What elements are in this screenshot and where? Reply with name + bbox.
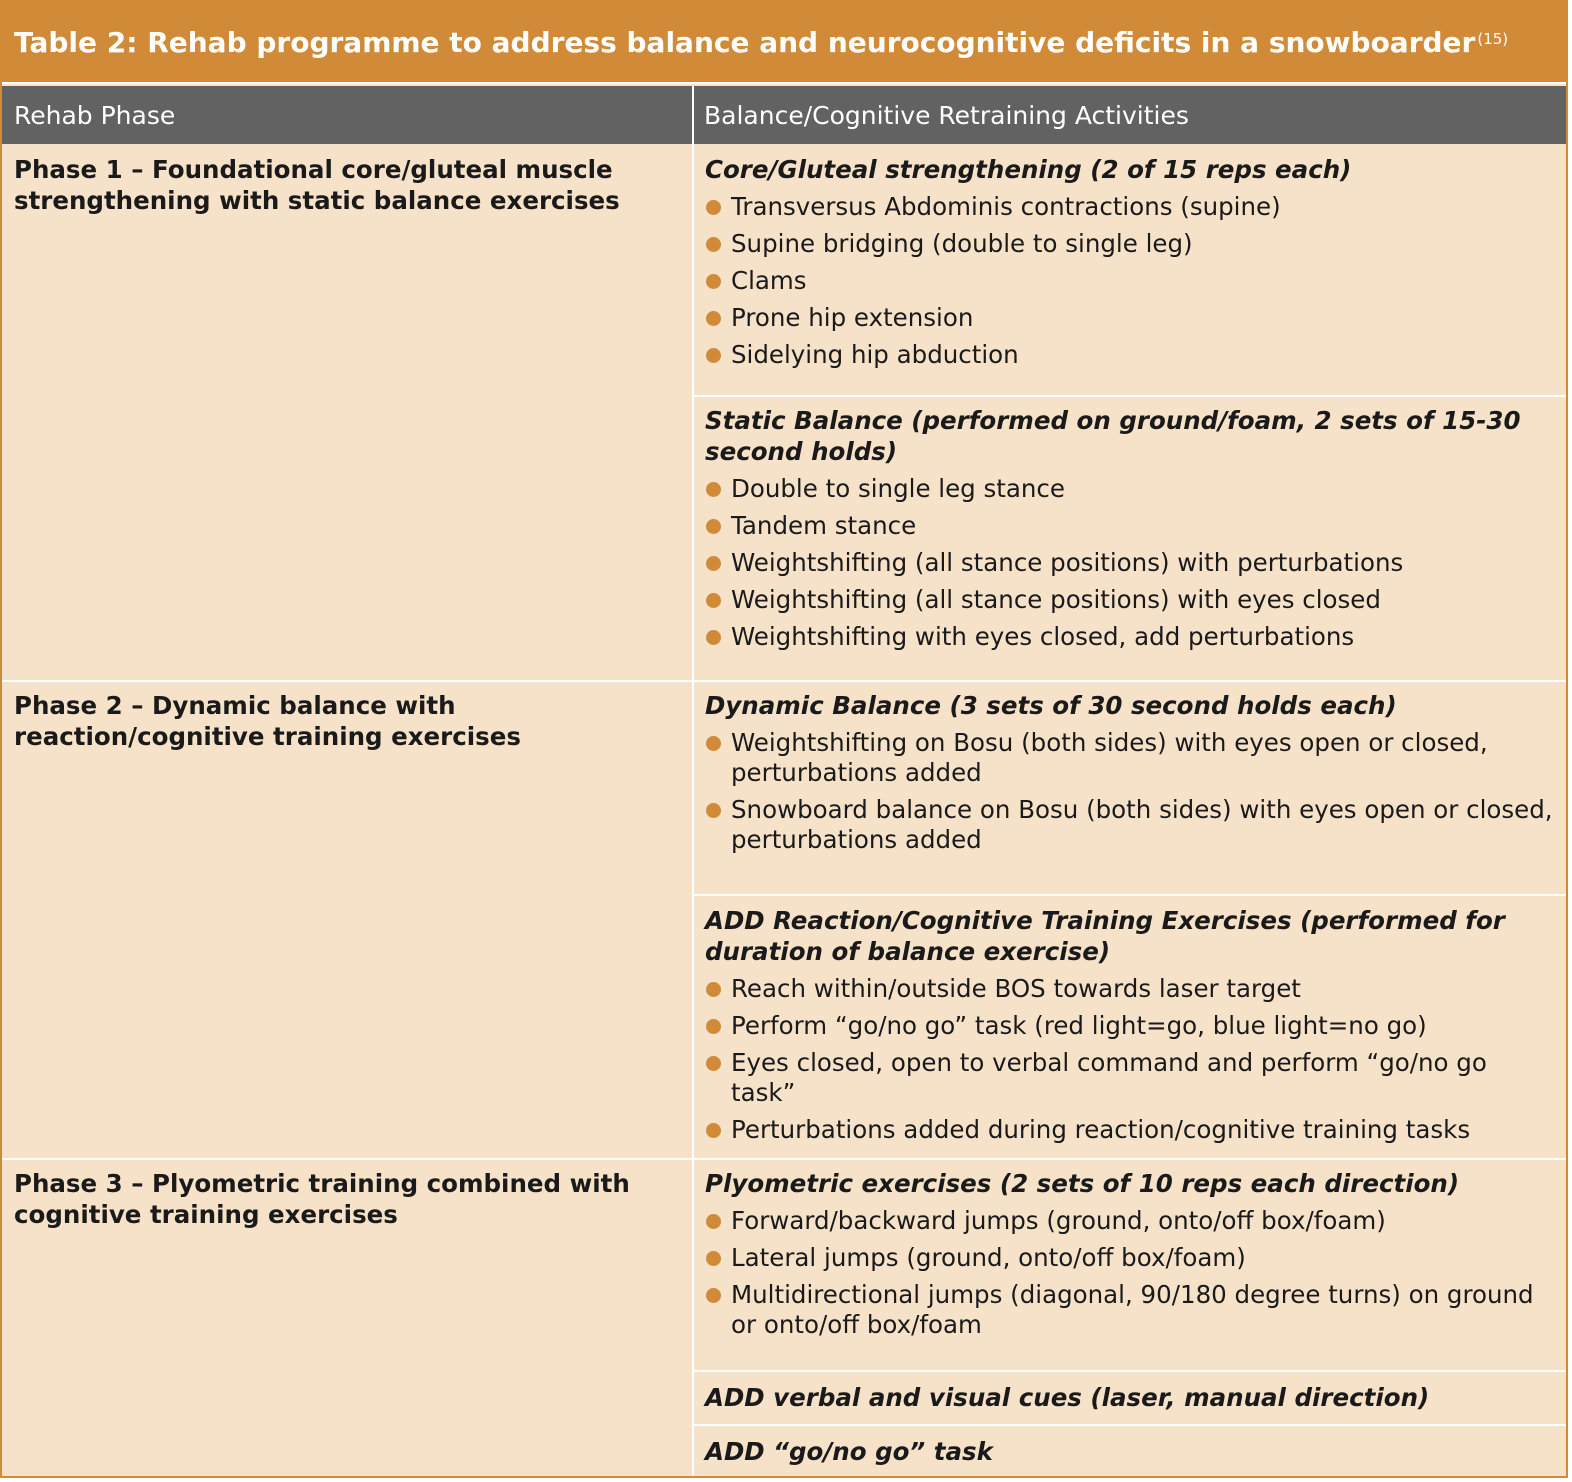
list-item: Weightshifting with eyes closed, add perturbations — [705, 622, 1555, 652]
list-item: Supine bridging (double to single leg) — [705, 229, 1555, 259]
list-item: Clams — [705, 266, 1555, 296]
list-item: Tandem stance — [705, 511, 1555, 541]
list-item: Snowboard balance on Bosu (both sides) with eyes open or closed, perturbations added — [705, 795, 1555, 855]
phase-1-core-block — [705, 154, 1555, 370]
list-item: Prone hip extension — [705, 303, 1555, 333]
header-activities: Balance/Cognitive Retraining Activities — [704, 100, 1189, 130]
list-item: Perturbations added during reaction/cognitive training tasks — [705, 1115, 1555, 1145]
phase-2-reaction-block — [705, 905, 1555, 1145]
phase-3-label: Phase 3 – Plyometric training combined with cognitive training exercises — [14, 1169, 630, 1229]
phase-3-plyometric-block — [705, 1168, 1555, 1340]
list-item: Transversus Abdominis contractions (supine) — [705, 192, 1555, 222]
phase-3-go-no-go-block — [705, 1436, 1555, 1467]
row-divider — [2, 1158, 1566, 1160]
column-divider — [692, 86, 694, 1476]
row-divider — [2, 680, 1566, 682]
list-item: Lateral jumps (ground, onto/off box/foam) — [705, 1243, 1555, 1273]
list-item: Multidirectional jumps (diagonal, 90/180 degree turns) on ground or onto/off box/foam — [705, 1280, 1555, 1340]
phase-3-cues-block — [705, 1382, 1555, 1413]
list-item: Weightshifting (all stance positions) with eyes closed — [705, 585, 1555, 615]
title-reference: (15) — [1477, 30, 1509, 48]
phase-2-dynamic-balance-block — [705, 690, 1555, 855]
list-item: Forward/backward jumps (ground, onto/off box/foam) — [705, 1206, 1555, 1236]
list-item: Weightshifting (all stance positions) with perturbations — [705, 548, 1555, 578]
list-item: Weightshifting on Bosu (both sides) with eyes open or closed, perturbations added — [705, 728, 1555, 788]
block-title: ADD “go/no go” task — [705, 1437, 993, 1466]
list-item: Sidelying hip abduction — [705, 340, 1555, 370]
block-title: Dynamic Balance (3 sets of 30 second holds each) — [705, 691, 1397, 720]
block-title: ADD verbal and visual cues (laser, manual direction) — [705, 1383, 1430, 1412]
table-title-bar — [2, 2, 1566, 84]
block-title: ADD Reaction/Cognitive Training Exercises (performed for duration of balance exercise) — [705, 906, 1505, 966]
row-divider — [694, 894, 1566, 896]
list-item: Double to single leg stance — [705, 474, 1555, 504]
row-divider — [694, 1424, 1566, 1426]
list-item: Eyes closed, open to verbal command and perform “go/no go task” — [705, 1048, 1555, 1108]
table-header-row — [2, 86, 1566, 144]
block-title: Static Balance (performed on ground/foam, 2 sets of 15-30 second holds) — [705, 406, 1521, 466]
block-title: Core/Gluteal strengthening (2 of 15 reps each) — [705, 155, 1352, 184]
row-divider — [694, 395, 1566, 397]
phase-2-label: Phase 2 – Dynamic balance with reaction/cognitive training exercises — [14, 691, 521, 751]
list-item: Reach within/outside BOS towards laser target — [705, 974, 1555, 1004]
table-title: Table 2: Rehab programme to address balance and neurocognitive deficits in a snowboarder — [14, 25, 1476, 59]
phase-1-static-balance-block — [705, 405, 1555, 652]
list-item: Perform “go/no go” task (red light=go, blue light=no go) — [705, 1011, 1555, 1041]
block-title: Plyometric exercises (2 sets of 10 reps each direction) — [705, 1169, 1460, 1198]
row-divider — [694, 1370, 1566, 1372]
header-rehab-phase: Rehab Phase — [14, 100, 176, 130]
phase-1-label: Phase 1 – Foundational core/gluteal muscle strengthening with static balance exercises — [14, 155, 620, 215]
